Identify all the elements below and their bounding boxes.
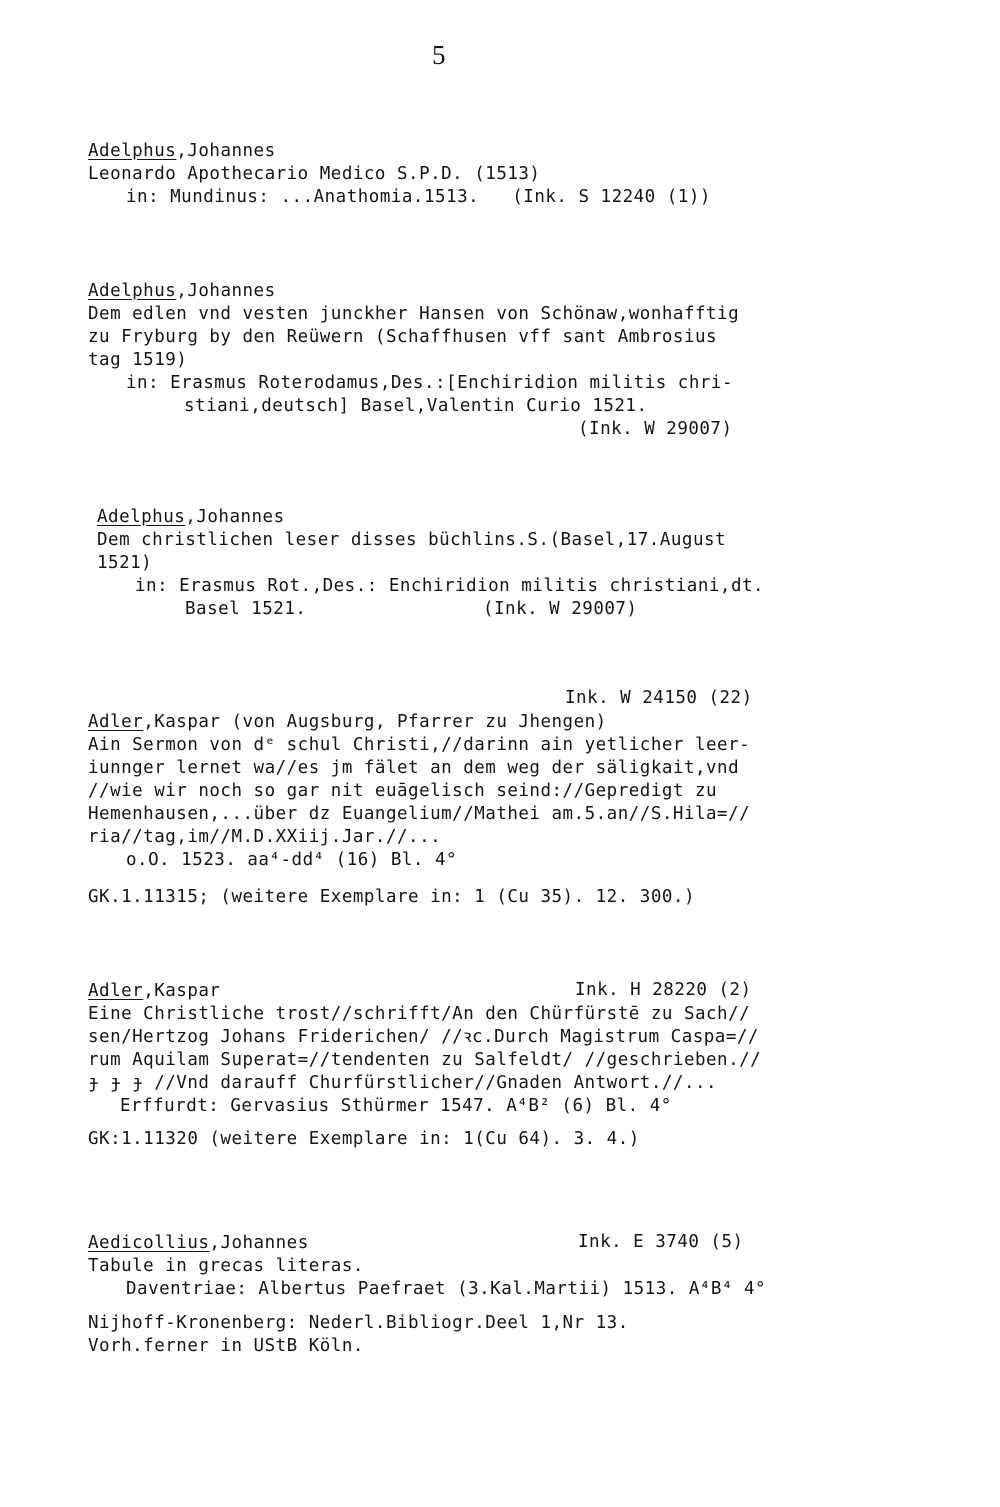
entry-line: Ain Sermon von dᵉ schul Christi,//darinn ain yetlicher leer- bbox=[88, 735, 751, 755]
entry-line: Dem christlichen leser disses büchlins.S.(Basel,17.August bbox=[97, 530, 727, 550]
author-forename: ,Johannes bbox=[176, 141, 276, 161]
entry-line: 1521) bbox=[97, 553, 153, 573]
entry-line: Dem edlen vnd vesten junckher Hansen von Schönaw,wonhafftig bbox=[88, 304, 740, 324]
entry-line: tag 1519) bbox=[88, 350, 188, 370]
entry-heading bbox=[88, 1232, 309, 1255]
author-forename: ,Johannes bbox=[209, 1233, 309, 1253]
shelfmark: Ink. E 3740 (5) bbox=[578, 1232, 744, 1252]
entry-line: //wie wir noch so gar nit euāgelisch seind://Gepredigt zu bbox=[88, 781, 718, 801]
author-forename: ,Kaspar bbox=[143, 981, 221, 1001]
author-surname: Aedicollius bbox=[88, 1233, 210, 1253]
author-surname: Adelphus bbox=[88, 141, 177, 161]
entry-line: GK:1.11320 (weitere Exemplare in: 1(Cu 64). 3. 4.) bbox=[88, 1129, 640, 1149]
entry-line: GK.1.11315; (weitere Exemplare in: 1 (Cu 35). 12. 300.) bbox=[88, 887, 695, 907]
author-forename: ,Kaspar (von Augsburg, Pfarrer zu Jhengen) bbox=[143, 712, 607, 732]
entry-line: sen/Hertzog Johans Friderichen/ //ꝛc.Durch Magistrum Caspa=// bbox=[88, 1027, 759, 1047]
author-surname: Adelphus bbox=[88, 281, 177, 301]
author-surname: Adler bbox=[88, 712, 144, 732]
entry-heading bbox=[97, 506, 285, 529]
entry-heading bbox=[88, 280, 276, 303]
entry-line: Tabule in grecas literas. bbox=[88, 1256, 364, 1276]
author-forename: ,Johannes bbox=[185, 507, 285, 527]
shelfmark: Ink. H 28220 (2) bbox=[575, 980, 752, 1000]
entry-heading bbox=[88, 980, 220, 1003]
shelfmark: Ink. W 24150 (22) bbox=[565, 688, 753, 708]
entry-line: ɟ ɟ ɟ //Vnd darauff Churfürstlicher//Gnaden Antwort.//... bbox=[88, 1073, 718, 1093]
entry-line: Daventriae: Albertus Paefraet (3.Kal.Martii) 1513. A⁴B⁴ 4° bbox=[126, 1279, 767, 1299]
entry-line: Eine Christliche trost//schrifft/An den Chürfürstē zu Sach// bbox=[88, 1004, 751, 1024]
entry-heading bbox=[88, 140, 276, 163]
entry-line: Nijhoff-Kronenberg: Nederl.Bibliogr.Deel 1,Nr 13. bbox=[88, 1313, 629, 1333]
entry-line: iunnger lernet wa//es jm fälet an dem weg der säligkait,vnd bbox=[88, 758, 740, 778]
entry-line: zu Fryburg by den Reüwern (Schaffhusen vff sant Ambrosius bbox=[88, 327, 718, 347]
entry-line: Erffurdt: Gervasius Sthürmer 1547. A⁴B² (6) Bl. 4° bbox=[120, 1096, 672, 1116]
author-forename: ,Johannes bbox=[176, 281, 276, 301]
entry-line: Leonardo Apothecario Medico S.P.D. (1513) bbox=[88, 164, 541, 184]
entry-line: in: Erasmus Roterodamus,Des.:[Enchiridion militis chri- bbox=[126, 373, 733, 393]
entry-line: ria//tag,im//M.D.XXiij.Jar.//... bbox=[88, 827, 442, 847]
author-surname: Adelphus bbox=[97, 507, 186, 527]
entry-line: Vorh.ferner in UStB Köln. bbox=[88, 1336, 364, 1356]
entry-line: in: Mundinus: ...Anathomia.1513. (Ink. S 12240 (1)) bbox=[126, 187, 711, 207]
entry-line: (Ink. W 29007) bbox=[578, 419, 733, 439]
entry-line: Basel 1521. (Ink. W 29007) bbox=[185, 599, 638, 619]
entry-line: in: Erasmus Rot.,Des.: Enchiridion militis christiani,dt. bbox=[135, 576, 765, 596]
entry-line: stiani,deutsch] Basel,Valentin Curio 1521. bbox=[184, 396, 648, 416]
page-number: 5 bbox=[432, 40, 446, 70]
entry-line: rum Aquilam Superat=//tendenten zu Salfeldt/ //geschrieben.// bbox=[88, 1050, 762, 1070]
entry-line: Hemenhausen,...über dz Euangelium//Mathei am.5.an//S.Hila=// bbox=[88, 804, 751, 824]
author-surname: Adler bbox=[88, 981, 144, 1001]
entry-heading bbox=[88, 711, 607, 734]
entry-line: o.O. 1523. aa⁴-dd⁴ (16) Bl. 4° bbox=[126, 850, 458, 870]
